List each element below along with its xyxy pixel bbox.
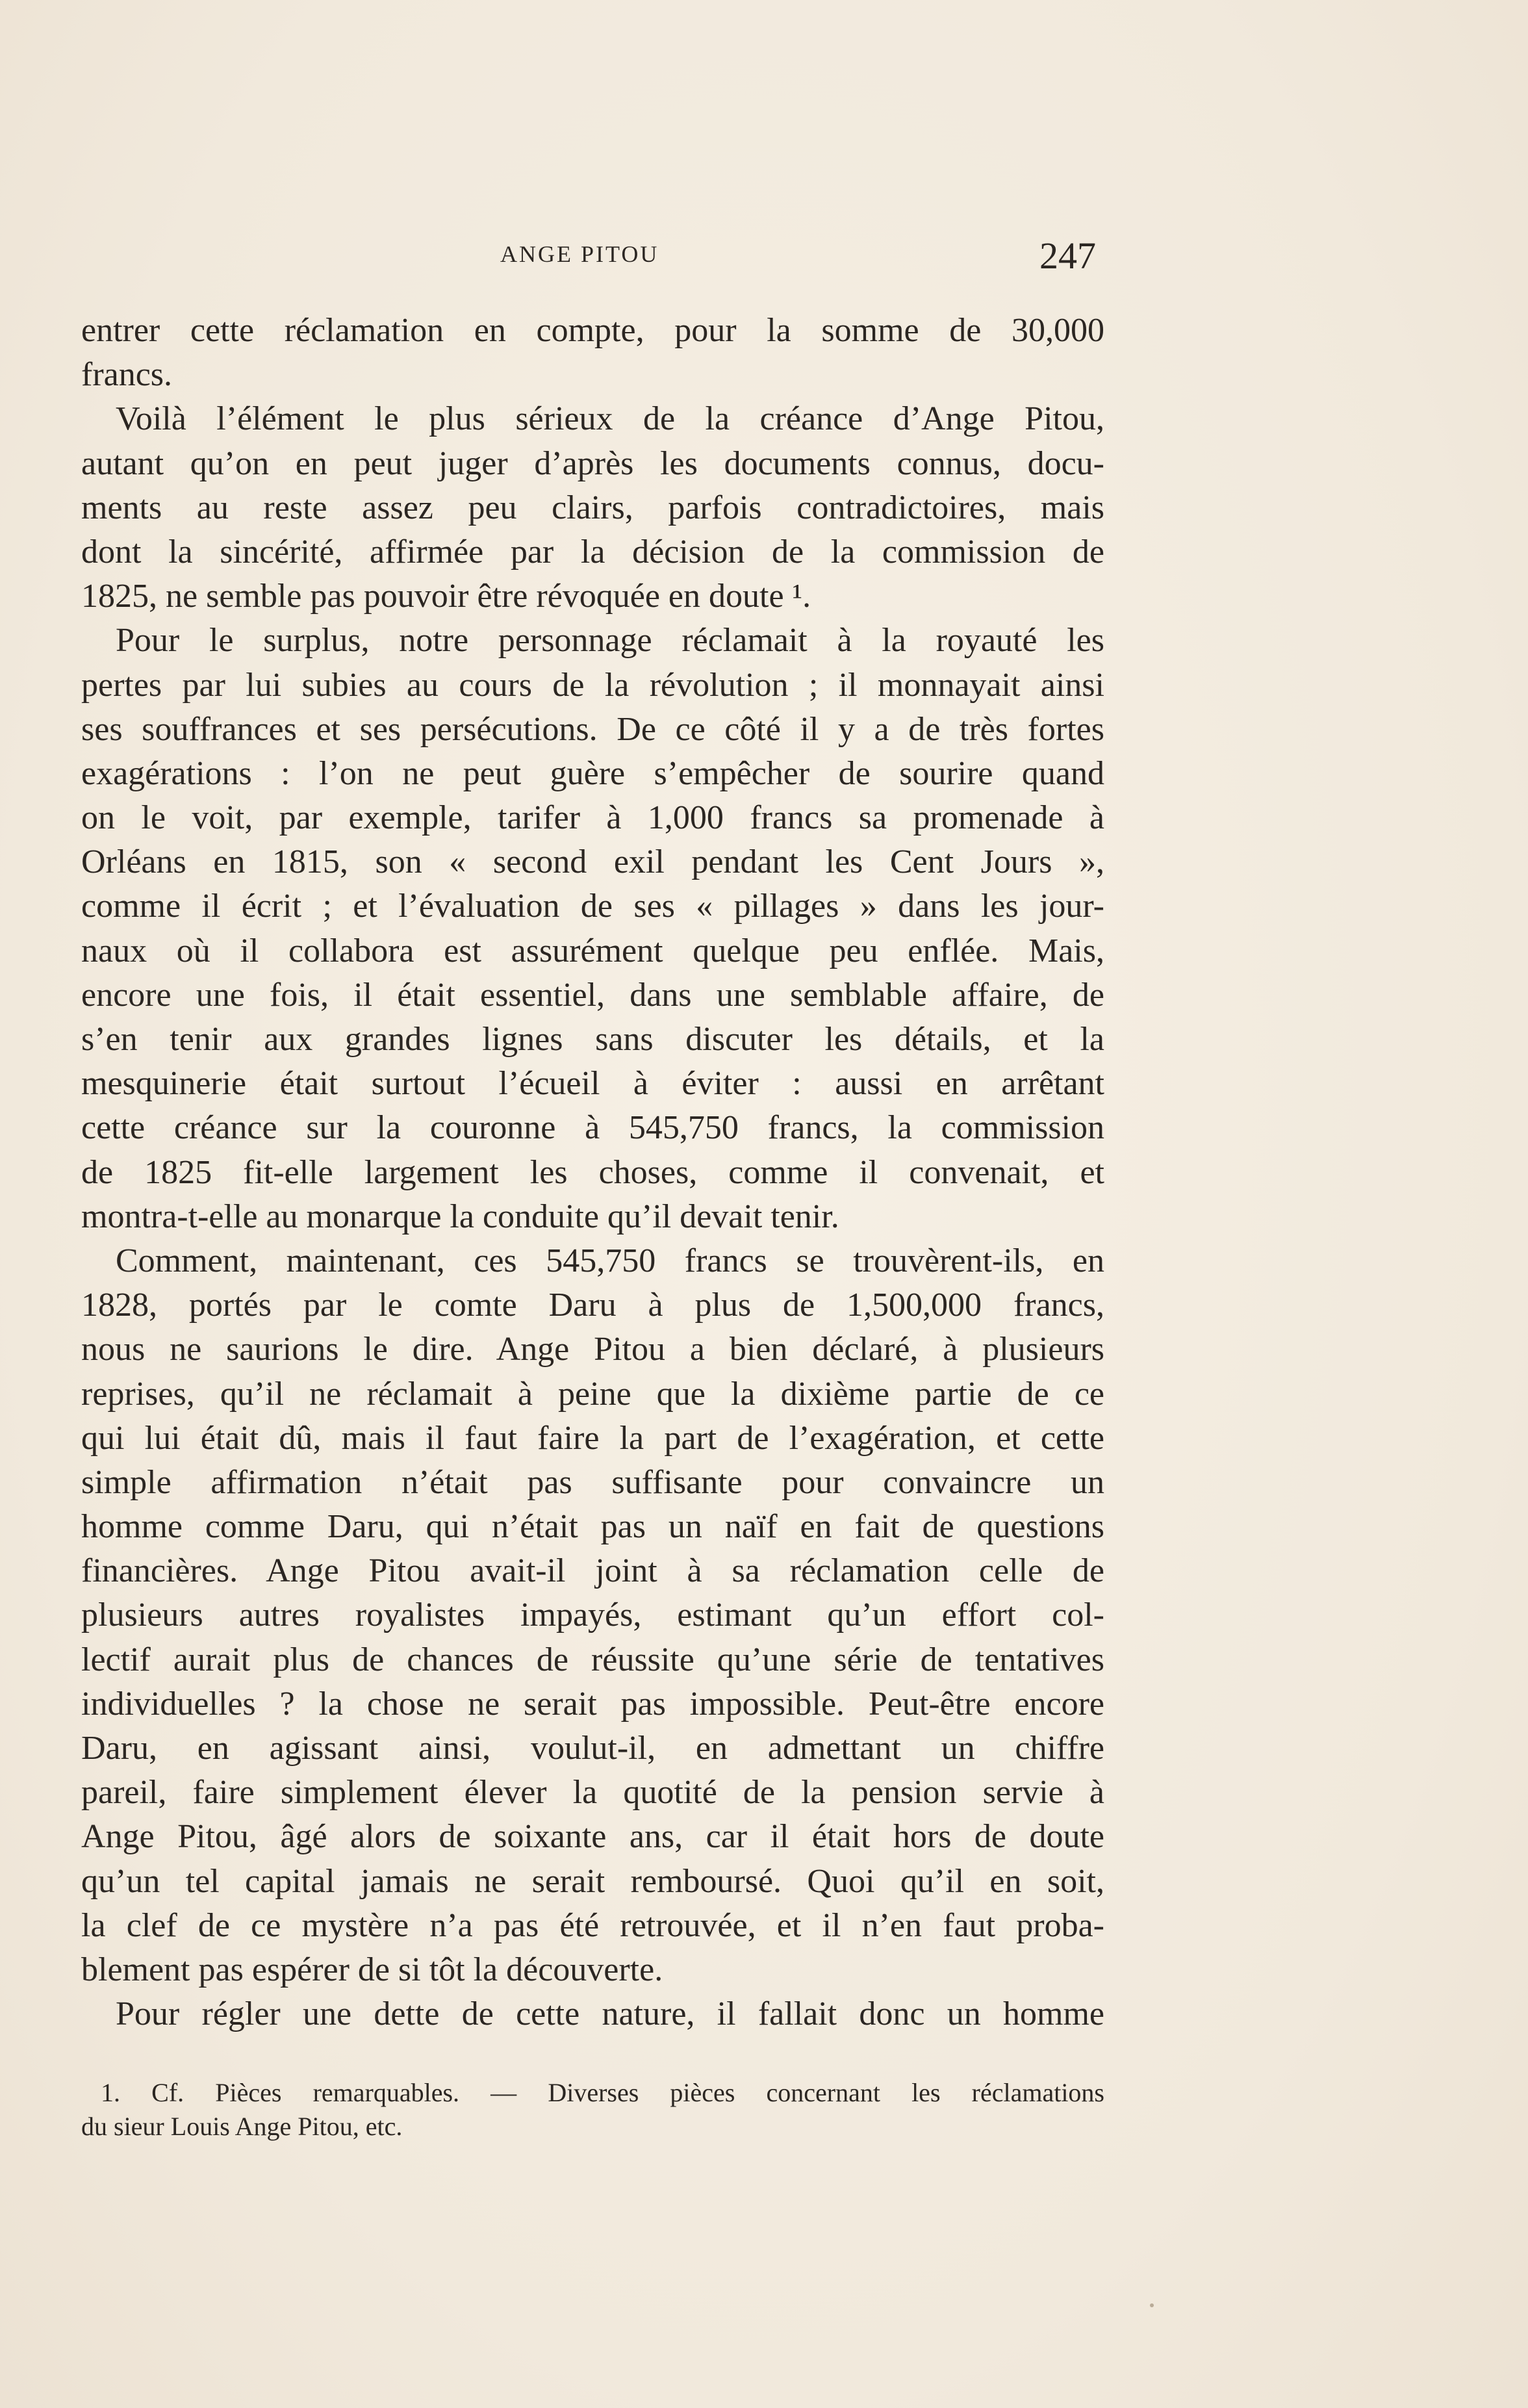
text-line: dont la sincérité, affirmée par la décision de la commission de xyxy=(81,533,1104,570)
text-line: nous ne saurions le dire. Ange Pitou a bien déclaré, à plusieurs xyxy=(81,1331,1104,1368)
text-line: Comment, maintenant, ces 545,750 francs se trouvèrent-ils, en xyxy=(116,1242,1104,1279)
text-line: lectif aurait plus de chances de réussite qu’une série de tentatives xyxy=(81,1641,1104,1678)
text-line: naux où il collabora est assurément quelque peu enflée. Mais, xyxy=(81,932,1104,969)
text-line: qui lui était dû, mais il faut faire la part de l’exagération, et cette xyxy=(81,1419,1104,1457)
text-line: plusieurs autres royalistes impayés, estimant qu’un effort col- xyxy=(81,1596,1104,1634)
text-line: pertes par lui subies au cours de la révolution ; il monnayait ainsi xyxy=(81,666,1104,704)
text-line: Daru, en agissant ainsi, voulut-il, en admettant un chiffre xyxy=(81,1730,1104,1767)
text-line: comme il écrit ; et l’évaluation de ses « pillages » dans les jour- xyxy=(81,888,1104,925)
text-line: s’en tenir aux grandes lignes sans discuter les détails, et la xyxy=(81,1021,1104,1058)
body-text xyxy=(81,309,1104,2036)
paper-speck xyxy=(1150,2303,1154,2307)
text-line: qu’un tel capital jamais ne serait remboursé. Quoi qu’il en soit, xyxy=(81,1862,1104,1900)
text-line: cette créance sur la couronne à 545,750 francs, la commission xyxy=(81,1109,1104,1147)
text-line: la clef de ce mystère n’a pas été retrouvée, et il n’en faut proba- xyxy=(81,1906,1104,1944)
footnote-line: du sieur Louis Ange Pitou, etc. xyxy=(81,2112,403,2141)
text-line: ments au reste assez peu clairs, parfois contradictoires, mais xyxy=(81,489,1104,526)
text-line: individuelles ? la chose ne serait pas impossible. Peut-être encore xyxy=(81,1685,1104,1723)
text-line: Orléans en 1815, son « second exil pendant les Cent Jours », xyxy=(81,843,1104,881)
text-line: autant qu’on en peut juger d’après les documents connus, docu- xyxy=(81,444,1104,482)
text-line: ses souffrances et ses persécutions. De ce côté il y a de très fortes xyxy=(81,710,1104,748)
running-head xyxy=(0,234,1528,286)
footnote-line: 1. Cf. Pièces remarquables. — Diverses pièces concernant les réclamations xyxy=(101,2078,1104,2107)
running-title: ANGE PITOU xyxy=(500,241,659,267)
text-line: Pour le surplus, notre personnage réclamait à la royauté les xyxy=(116,622,1104,660)
text-line: homme comme Daru, qui n’était pas un naïf en fait de questions xyxy=(81,1508,1104,1546)
text-line: Ange Pitou, âgé alors de soixante ans, car il était hors de doute xyxy=(81,1818,1104,1856)
text-line: encore une fois, il était essentiel, dans une semblable affaire, de xyxy=(81,976,1104,1014)
text-line: reprises, qu’il ne réclamait à peine que la dixième partie de ce xyxy=(81,1375,1104,1413)
text-line: financières. Ange Pitou avait-il joint à sa réclamation celle de xyxy=(81,1552,1104,1590)
text-line: montra-t-elle au monarque la conduite qu’il devait tenir. xyxy=(81,1198,839,1235)
text-line: 1828, portés par le comte Daru à plus de 1,500,000 francs, xyxy=(81,1287,1104,1324)
text-line: de 1825 fit-elle largement les choses, comme il convenait, et xyxy=(81,1153,1104,1191)
text-line: simple affirmation n’était pas suffisante pour convaincre un xyxy=(81,1463,1104,1501)
text-line: mesquinerie était surtout l’écueil à éviter : aussi en arrêtant xyxy=(81,1065,1104,1103)
text-line: blement pas espérer de si tôt la découverte. xyxy=(81,1951,663,1988)
text-line: francs. xyxy=(81,356,173,394)
text-line: Pour régler une dette de cette nature, il fallait donc un homme xyxy=(116,1995,1104,2033)
text-line: on le voit, par exemple, tarifer à 1,000 francs sa promenade à xyxy=(81,799,1104,837)
text-line: entrer cette réclamation en compte, pour la somme de 30,000 xyxy=(81,312,1104,349)
text-line: Voilà l’élément le plus sérieux de la créance d’Ange Pitou, xyxy=(116,400,1104,438)
text-line: 1825, ne semble pas pouvoir être révoquée en doute ¹. xyxy=(81,578,811,615)
text-line: pareil, faire simplement élever la quotité de la pension servie à xyxy=(81,1774,1104,1812)
page-number: 247 xyxy=(1039,235,1096,277)
text-line: exagérations : l’on ne peut guère s’empêcher de sourire quand xyxy=(81,754,1104,792)
footnotes xyxy=(81,2076,1104,2144)
